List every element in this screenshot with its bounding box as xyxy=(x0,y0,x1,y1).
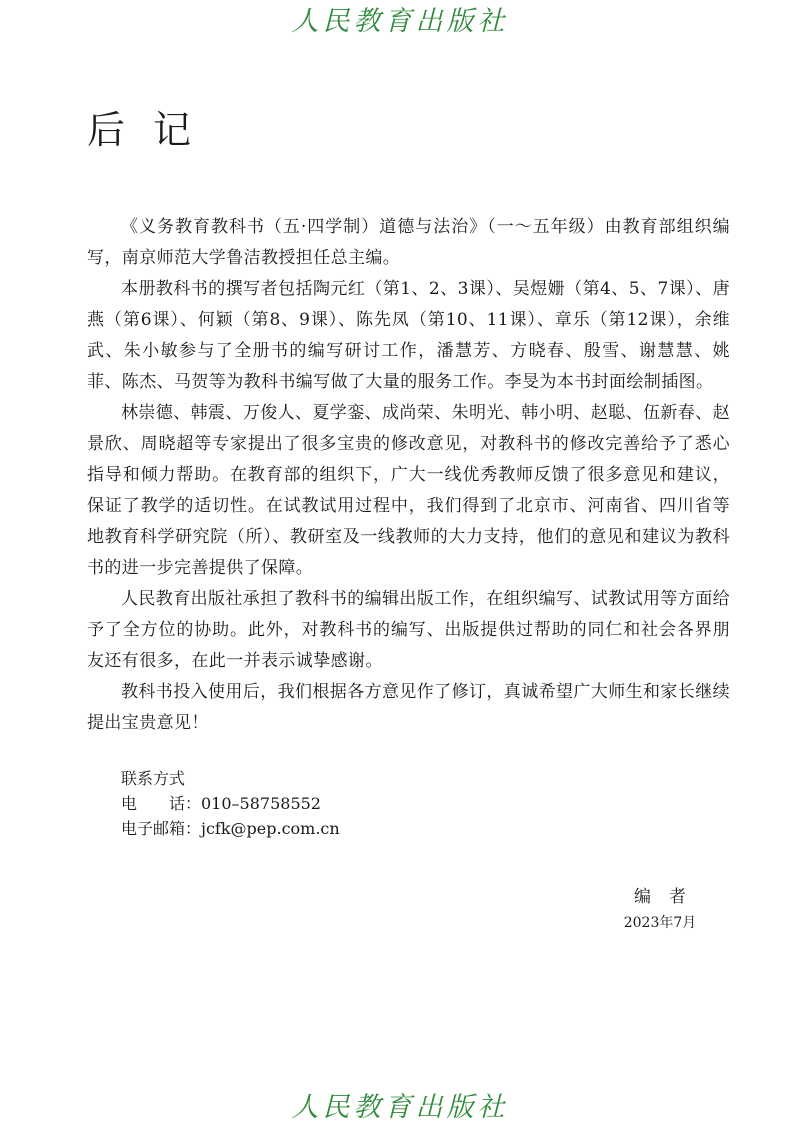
paragraph-5: 教科书投入使用后，我们根据各方意见作了修订，真诚希望广大师生和家长继续提出宝贵意见！ xyxy=(87,682,730,733)
signature-date: 2023年7月 xyxy=(623,915,697,931)
paragraph-2: 本册教科书的撰写者包括陶元红（第1、2、3课）、吴煜姗（第4、5、7课）、唐燕（第6课）、何颖（第8、9课）、陈先凤（第10、11课）、章乐（第12课），余维武、朱小敏参与了全册书的编写研讨工作，潘慧芳、方晓春、殷雪、谢慧慧、姚菲、陈杰、马贺等为教科书编写做了大量的服务工作。李旻为本书封面绘制插图。 xyxy=(87,279,730,392)
paragraph-4: 人民教育出版社承担了教科书的编辑出版工作，在组织编写、试教试用等方面给予了全方位的协助。此外，对教科书的编写、出版提供过帮助的同仁和社会各界朋友还有很多，在此一并表示诚挚感谢。 xyxy=(87,589,730,671)
afterword-body xyxy=(87,212,730,739)
signature-name: 编者 xyxy=(634,887,704,907)
contact-email: 电子邮箱：jcfk@pep.com.cn xyxy=(121,819,340,838)
contact-block xyxy=(121,766,340,841)
publisher-logo-top: 人民教育出版社 xyxy=(291,6,509,37)
contact-phone: 电 话：010–58758552 xyxy=(121,794,321,813)
contact-heading: 联系方式 xyxy=(121,769,186,788)
publisher-logo-bottom: 人民教育出版社 xyxy=(291,1092,509,1123)
paragraph-1: 《义务教育教科书（五·四学制）道德与法治》（一～五年级）由教育部组织编写，南京师范大学鲁洁教授担任总主编。 xyxy=(87,217,730,268)
signature-block xyxy=(608,884,712,936)
page-title: 后记 xyxy=(87,108,220,152)
paragraph-3: 林崇德、韩震、万俊人、夏学銮、成尚荣、朱明光、韩小明、赵聪、伍新春、赵景欣、周晓超等专家提出了很多宝贵的修改意见，对教科书的修改完善给予了悉心指导和倾力帮助。在教育部的组织下，广大一线优秀教师反馈了很多意见和建议，保证了教学的适切性。在试教试用过程中，我们得到了北京市、河南省、四川省等地教育科学研究院（所）、教研室及一线教师的大力支持，他们的意见和建议为教科书的进一步完善提供了保障。 xyxy=(87,403,730,578)
